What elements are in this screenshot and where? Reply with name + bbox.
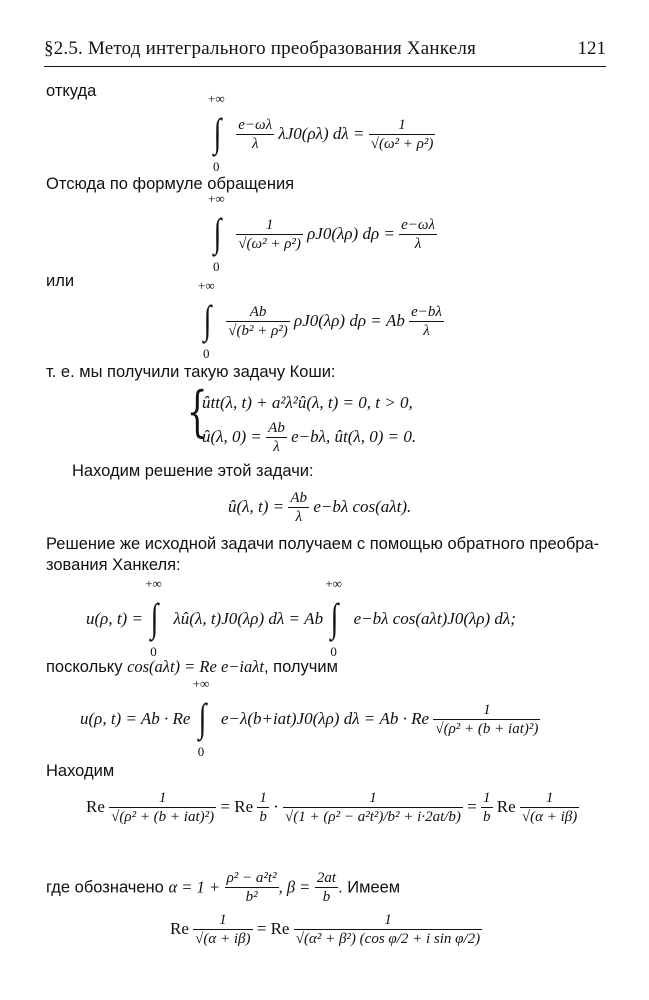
fraction: $\frac{e-\omega\lambda}{\lambda}$: [238, 117, 273, 152]
equation-1: [208, 91, 435, 174]
fraction: $\frac{1}{√(\alpha + i\beta)}$: [195, 912, 251, 947]
header-rule: [44, 66, 606, 67]
fraction: $\frac{Ab}{\lambda}$: [290, 490, 308, 525]
text-reshenie-line1: Решение же исходной задачи получаем с помощью обратного преобра-: [46, 535, 600, 553]
equation-2: [208, 191, 437, 274]
fraction: $\frac{1}{√(\alpha + i\beta)}$: [521, 790, 578, 825]
last-equation: Re $\frac{1}{√(\alpha + i\beta)}$ = Re $\frac{1}{\text{√(α² + β²) (cos φ/2 + i sin φ/2)}}$: [170, 912, 481, 947]
solution-equation: û(λ, t) = $\frac{Ab}{\lambda}$ e−bλ cos(aλt).: [228, 490, 412, 525]
text-poskolku: поскольку cos(aλt) = Re e−iaλt, получим: [46, 657, 338, 676]
text-otkuda: откуда: [46, 82, 97, 100]
text-reshenie-line2: зования Ханкеля:: [46, 556, 181, 574]
eq3-body: ρJ0(λρ) dρ = Ab: [294, 310, 405, 330]
text-ili: или: [46, 272, 75, 290]
u-equation: u(ρ, t) = Ab · Re ∫ +∞ 0 e−λ(b+iat)J0(λρ) dλ = Ab · Re $\frac{1}{\text{√(ρ² + (b + iat)²)}}$: [80, 676, 539, 759]
re-equation: Re $\frac{1}{\text{√(ρ² + (b + iat)²)}}$ = Re $\frac{1}{b}$ · $\frac{1}{\text{√(1 + (ρ² − a²t²)/b² + i·2at/b)}}$ = $\frac{1}{b}$ Re $\frac{1}{√(\alpha + i\beta)}$: [86, 790, 578, 825]
integral-sign: ∫ +∞ 0: [208, 91, 225, 174]
text-gde: где обозначено α = 1 + $\frac{\text{ρ² − a²t²}}{\text{b²}}$ , β = $\frac{2at}{b}$ . Имеем: [46, 870, 401, 905]
fraction: $\frac{e-b\lambda}{\lambda}$: [411, 304, 442, 339]
integral-sign: ∫ +∞ 0: [325, 576, 342, 659]
eq2-body: ρJ0(λρ) dρ =: [307, 223, 395, 243]
cauchy-equation-1: ûtt(λ, t) + a²λ²û(λ, t) = 0, t > 0,: [202, 393, 413, 412]
integral-sign: ∫ +∞ 0: [208, 191, 225, 274]
fraction: $\frac{1}{\text{√(α² + β²) (cos φ/2 + i sin φ/2)}}$: [295, 912, 481, 947]
integral-sign: ∫ +∞ 0: [192, 676, 210, 759]
running-header-title: §2.5. Метод интегрального преобразования Ханкеля: [44, 38, 477, 59]
equation-3: [198, 278, 444, 361]
fraction: $\frac{2at}{b}$: [316, 870, 337, 905]
left-brace: {: [186, 380, 208, 443]
fraction: $\frac{1}{\text{√(1 + (ρ² − a²t²)/b² + i·2at/b)}}$: [285, 790, 461, 825]
fraction: $\frac{\text{ρ² − a²t²}}{\text{b²}}$: [226, 870, 277, 905]
fraction: $\frac{1}{\text{√(ρ² + (b + iat)²)}}$: [435, 702, 539, 737]
cauchy-equation-2: û(λ, 0) = $\frac{Ab}{\lambda}$ e−bλ, ût(λ, 0) = 0.: [202, 420, 417, 455]
integral-sign: ∫ +∞ 0: [198, 278, 215, 361]
fraction: $\frac{1}{\text{√(ω² + ρ²)}}$: [370, 117, 434, 152]
text-otsyuda: Отсюда по формуле обращения: [46, 175, 295, 193]
fraction: $\frac{Ab}{\text{√(b² + ρ²)}}$: [228, 304, 288, 339]
integral-sign: ∫ +∞ 0: [145, 576, 162, 659]
text-nakhodim: Находим: [46, 762, 115, 780]
fraction: $\frac{1}{\text{√(ω² + ρ²)}}$: [238, 217, 301, 252]
fraction: $\frac{1}{\text{√(ρ² + (b + iat)²)}}$: [111, 790, 215, 825]
fraction: $\frac{1}{b}$: [259, 790, 267, 825]
fraction: $\frac{e-\omega\lambda}{\lambda}$: [401, 217, 435, 252]
inverse-transform-equation: u(ρ, t) = ∫ +∞ 0 λû(λ, t)J0(λρ) dλ = Ab ∫ +∞ 0 e−bλ cos(aλt)J0(λρ) dλ;: [86, 576, 516, 659]
text-nakhodim-reshenie: Находим решение этой задачи:: [72, 462, 314, 480]
fraction: $\frac{Ab}{\lambda}$: [268, 420, 285, 455]
eq1-body: λJ0(ρλ) dλ =: [278, 123, 365, 143]
page-number: 121: [577, 38, 606, 59]
text-te: т. е. мы получили такую задачу Коши:: [46, 363, 336, 381]
fraction: $\frac{1}{b}$: [483, 790, 491, 825]
